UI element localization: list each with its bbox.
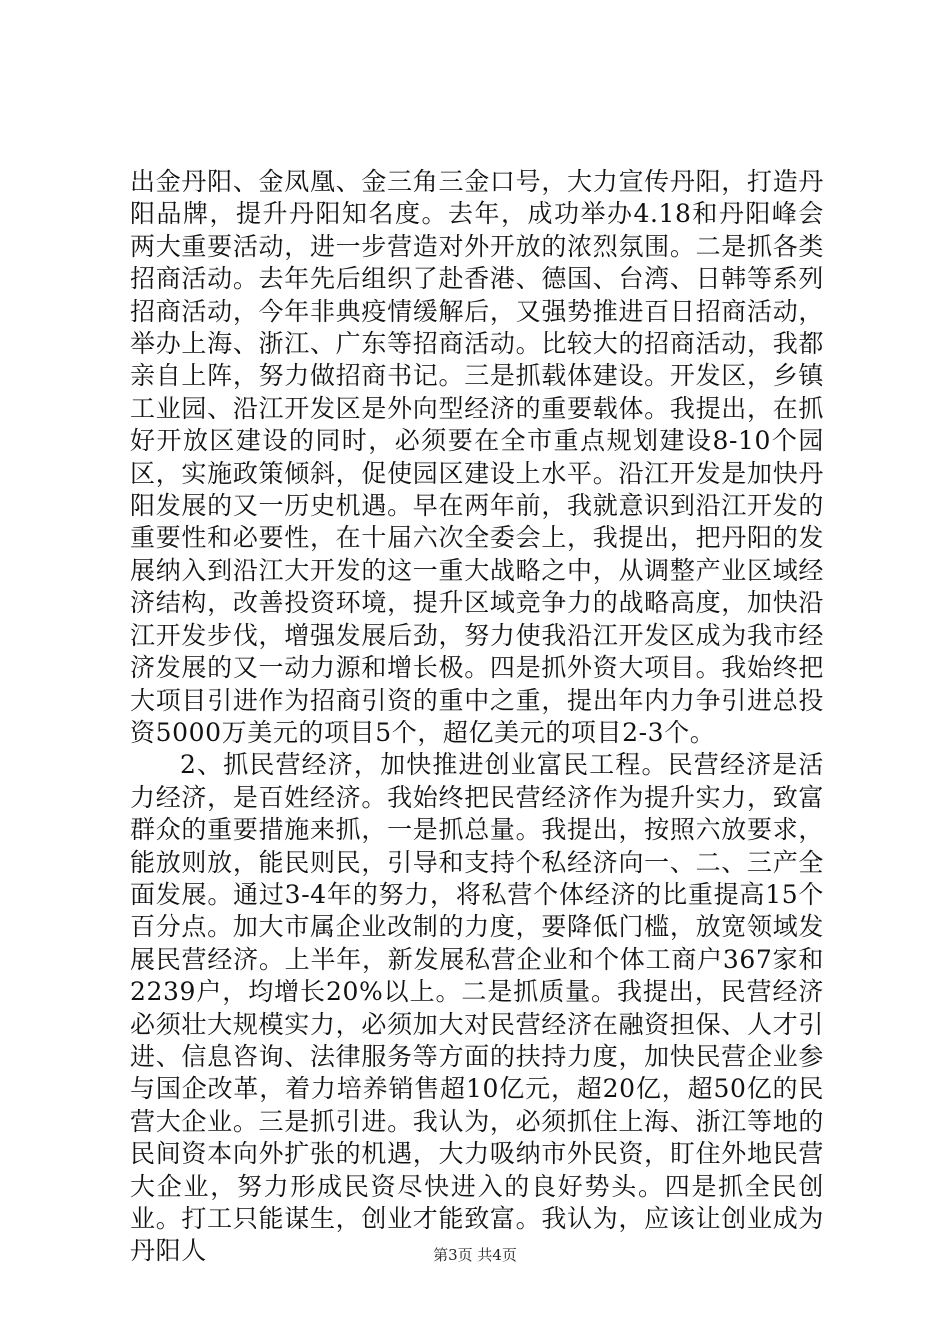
paragraph-2: 2、抓民营经济，加快推进创业富民工程。民营经济是活力经济，是百姓经济。我始终把民营经济作为提升实力，致富群众的重要措施来抓，一是抓总量。我提出，按照六放要求，能放则放，能民则民，引导和支持个私经济向一、二、三产全面发展。通过3-4年的努力，将私营个体经济的比重提高15个百分点。加大市属企业改制的力度，要降低门槛，放宽领域发展民营经济。上半年，新发展私营企业和个体工商户367家和2239户，均增长20%以上。二是抓质量。我提出，民营经济必须壮大规模实力，必须加大对民营经济在融资担保、人才引进、信息咨询、法律服务等方面的扶持力度，加快民营企业参与国企改革，着力培养销售超10亿元，超20亿，超50亿的民营大企业。三是抓引进。我认为，必须抓住上海、浙江等地的民间资本向外扩张的机遇，大力吸纳市外民资，盯住外地民营大企业，努力形成民资尽快进入的良好势头。四是抓全民创业。打工只能谋生，创业才能致富。我认为，应该让创业成为丹阳人	[130, 750, 824, 1266]
document-body	[130, 166, 824, 1268]
page-footer: 第3页 共4页	[433, 1246, 517, 1264]
paragraph-1: 出金丹阳、金凤凰、金三角三金口号，大力宣传丹阳，打造丹阳品牌，提升丹阳知名度。去年，成功举办4.18和丹阳峰会两大重要活动，进一步营造对外开放的浓烈氛围。二是抓各类招商活动。去年先后组织了赴香港、德国、台湾、日韩等系列招商活动，今年非典疫情缓解后，又强势推进百日招商活动，举办上海、浙江、广东等招商活动。比较大的招商活动，我都亲自上阵，努力做招商书记。三是抓载体建设。开发区，乡镇工业园、沿江开发区是外向型经济的重要载体。我提出，在抓好开放区建设的同时，必须要在全市重点规划建设8-10个园区，实施政策倾斜，促使园区建设上水平。沿江开发是加快丹阳发展的又一历史机遇。早在两年前，我就意识到沿江开发的重要性和必要性，在十届六次全委会上，我提出，把丹阳的发展纳入到沿江大开发的这一重大战略之中，从调整产业区域经济结构，改善投资环境，提升区域竞争力的战略高度，加快沿江开发步伐，增强发展后劲，努力使我沿江开发区成为我市经济发展的又一动力源和增长极。四是抓外资大项目。我始终把大项目引进作为招商引资的重中之重，提出年内力争引进总投资5000万美元的项目5个，超亿美元的项目2-3个。	[130, 167, 824, 747]
